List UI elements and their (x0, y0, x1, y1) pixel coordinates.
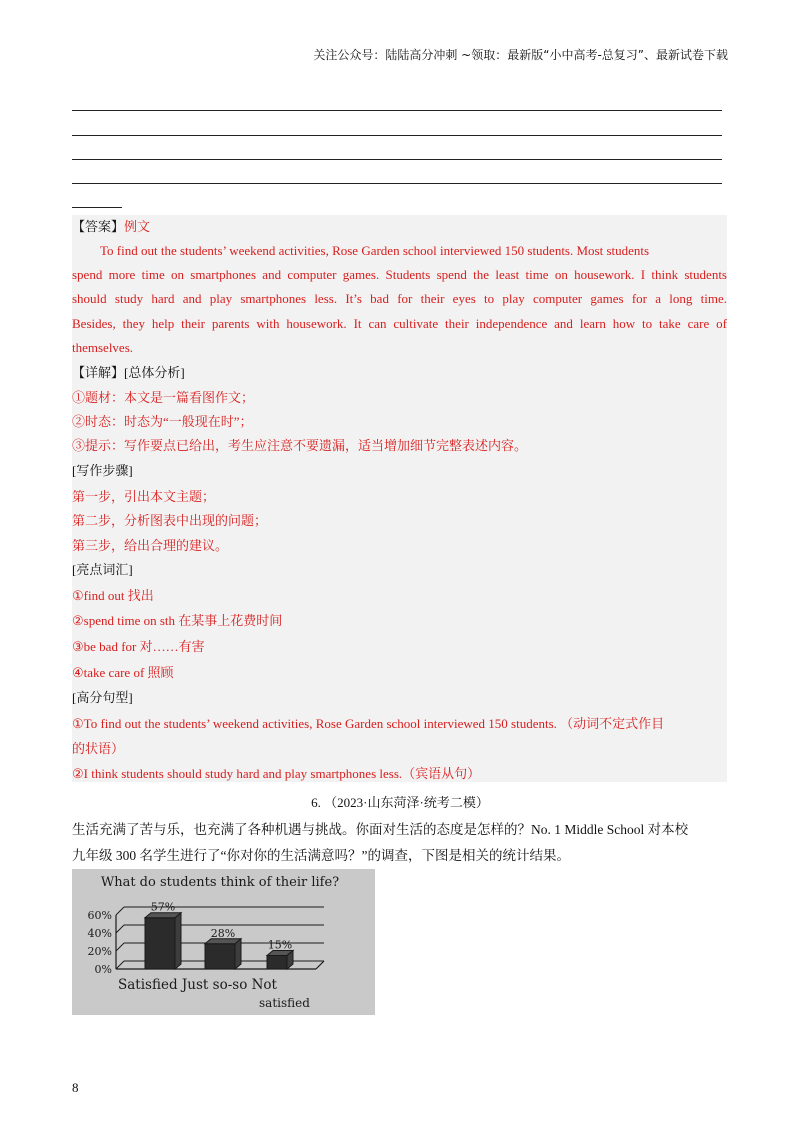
grid-diagonal (116, 961, 124, 969)
sentences-title: [高分句型] (72, 690, 133, 705)
answer-line-short (72, 207, 122, 208)
answer-line (72, 183, 722, 184)
question-title: 6. （2023·山东菏泽·统考二模） (311, 795, 489, 810)
bar (205, 944, 235, 969)
step-item: 第一步，引出本文主题； (72, 489, 216, 504)
steps-title: [写作步骤] (72, 463, 133, 478)
vocab-item: ④take care of 照顾 (72, 665, 174, 680)
sentence-item: 的状语） (72, 741, 125, 756)
y-tick-label: 60% (87, 909, 112, 922)
answer-heading (72, 218, 150, 236)
page-number: 8 (72, 1080, 79, 1095)
essay-line: To find out the students’ weekend activities, Rose Garden school interviewed 150 students. Most students (100, 243, 650, 258)
analysis-point: ②时态：时态为“一般现在时”； (72, 414, 253, 429)
bar-side (235, 939, 241, 969)
vocab-item: ②spend time on sth 在某事上花费时间 (72, 613, 283, 628)
answer-label: 【答案】 (72, 219, 125, 234)
step-item: 第二步，分析图表中出现的问题； (72, 513, 268, 528)
bar-value-label: 28% (210, 926, 236, 940)
bar-side (175, 913, 181, 969)
sentence-item: ②I think students should study hard and play smartphones less.（宾语从句） (72, 766, 481, 781)
grid-diagonal (116, 925, 124, 933)
y-tick-label: 0% (94, 963, 112, 976)
step-item: 第三步，给出合理的建议。 (72, 538, 229, 553)
x-axis-depth (316, 961, 324, 969)
vocab-title: [亮点词汇] (72, 562, 133, 577)
bar (267, 956, 287, 970)
answer-line (72, 110, 722, 111)
answer-line (72, 135, 722, 136)
essay-line: should study hard and play smartphones less. It’s bad for their eyes to play computer games for a long time. (72, 291, 727, 306)
sentence-item: ①To find out the students’ weekend activities, Rose Garden school interviewed 150 students. （动词不定式作目 (72, 716, 665, 731)
category-label: Satisfied Just so-so Not (118, 977, 277, 993)
grid-diagonal (116, 943, 124, 951)
answer-type: 例文 (124, 219, 151, 234)
essay-line: themselves. (72, 340, 134, 355)
question-text: 九年级 300 名学生进行了“你对你的生活满意吗？”的调查，下图是相关的统计结果。 (72, 848, 570, 863)
analysis-point: ③提示：写作要点已给出，考生应注意不要遗漏，适当增加细节完整表述内容。 (72, 438, 528, 453)
answer-line (72, 159, 722, 160)
analysis-heading (72, 364, 185, 382)
page-header: 关注公众号：陆陆高分冲刺 ~领取：最新版“小中高考-总复习”、最新试卷下载 (313, 48, 728, 62)
y-tick-label: 20% (87, 945, 112, 958)
y-tick-label: 40% (87, 927, 112, 940)
analysis-point: ①题材：本文是一篇看图作文； (72, 390, 255, 405)
bar-value-label: 57% (150, 900, 176, 914)
bar (145, 918, 175, 969)
chart-title: What do students think of their life? (100, 875, 340, 890)
essay-line: Besides, they help their parents with housework. It can cultivate their independence and learn how to take care of (72, 316, 727, 331)
grid-diagonal (116, 907, 124, 915)
overall-analysis-label: [总体分析] (124, 365, 185, 380)
vocab-item: ①find out 找出 (72, 588, 154, 603)
analysis-label: 【详解】 (72, 365, 125, 380)
survey-bar-chart (72, 869, 375, 1015)
essay-line: spend more time on smartphones and computer games. Students spend the least time on housework. I think students (72, 267, 727, 282)
bar-value-label: 15% (267, 938, 293, 952)
question-text: 生活充满了苦与乐，也充满了各种机遇与挑战。你面对生活的态度是怎样的？No. 1 Middle School 对本校 (72, 822, 689, 837)
vocab-item: ③be bad for 对……有害 (72, 639, 205, 654)
category-label: satisfied (259, 996, 310, 1010)
survey-chart-image (72, 869, 375, 1015)
